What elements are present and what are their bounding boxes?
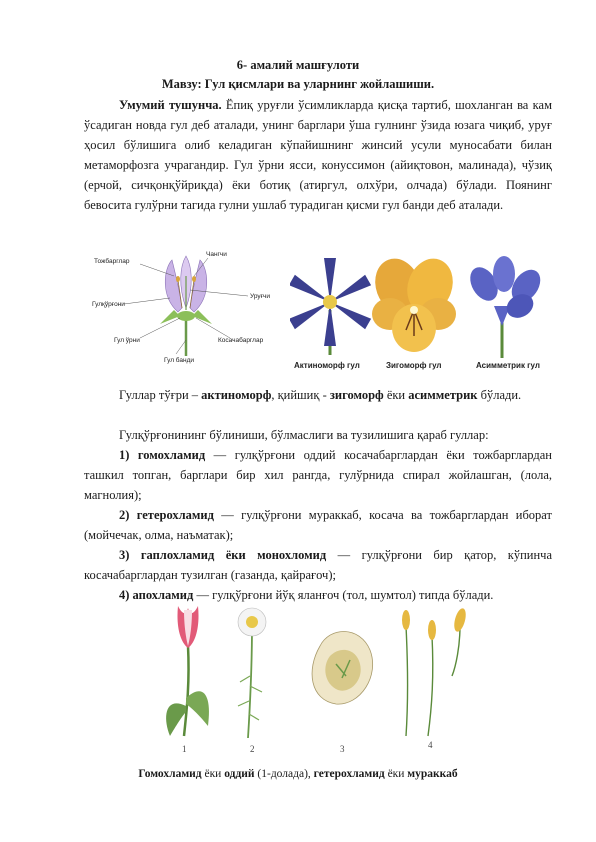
caption-actinomorph: Актиноморф гул — [294, 361, 360, 370]
intro-paragraph — [84, 95, 552, 215]
practice-number-title: 6- амалий машғулоти — [236, 58, 360, 72]
tulip-illustration — [166, 606, 209, 736]
type-text-4: — гулқўрғони йўқ яланғоч (тол, шумтол) типда бўлади. — [193, 588, 494, 602]
caption-zygomorph: Зигоморф гул — [386, 361, 442, 370]
figure-number-1: 1 — [182, 744, 187, 754]
figure-number-3: 3 — [340, 744, 345, 754]
type-term-2: 2) гетерохламид — [119, 508, 214, 522]
type-text-2: — гулқўрғони мураккаб, косача ва тожбарглардан иборат (мойчечак, олма, наъматак); — [84, 508, 552, 542]
type-item-3 — [84, 545, 552, 585]
caption-text-2: (1-долада), — [254, 768, 314, 780]
chamomile-illustration — [238, 608, 266, 738]
flower-drawing — [160, 256, 212, 356]
caption-term-1: Гомохламид — [138, 768, 202, 780]
type-term-4: 4) апохламид — [119, 588, 194, 602]
label-changchi: Чангчи — [206, 251, 227, 258]
zygomorph-flower — [368, 252, 460, 352]
caption-term-2: оддий — [224, 768, 255, 780]
asymmetric-flower — [465, 256, 547, 358]
label-urugchi: Уруғчи — [250, 293, 271, 300]
type-text-3: — гулқўрғони бир қатор, кўпинча косачабарглардан тузилган (газанда, қайрағоч); — [84, 548, 553, 582]
caption-term-4: мураккаб — [407, 768, 458, 780]
catkin-illustration — [402, 607, 468, 736]
flower-detail-illustration — [312, 631, 373, 704]
caption-text-3: ёки — [384, 768, 408, 780]
term-asymmetric: асимметрик — [408, 388, 478, 402]
figure-number-4: 4 — [428, 740, 433, 750]
symmetry-text-1: Гуллар тўғри – — [119, 388, 202, 402]
perianth-intro: Гулқўрғонининг бўлиниши, бўлмаслиги ва тузилишига қараб гуллар: — [119, 428, 489, 442]
label-kosachabarglar: Косачабарглар — [218, 337, 264, 344]
perianth-types-figure — [160, 586, 480, 756]
symmetry-text-4: бўлади. — [477, 388, 522, 402]
term-zygomorph: зигоморф — [329, 388, 384, 402]
topic-title: Мавзу: Гул қисмлари ва уларнинг жойлашиши. — [161, 77, 435, 91]
actinomorph-flower — [290, 258, 371, 355]
symmetry-text-2: , қийшиқ - — [271, 388, 330, 402]
caption-text-1: ёки — [201, 768, 225, 780]
caption-asymmetric: Асимметрик гул — [476, 361, 540, 370]
label-gulkurgoni: Гулқўрғони — [92, 301, 125, 308]
flower-structure-diagram — [90, 246, 280, 364]
intro-text: Ёпиқ уруғли ўсимликларда қисқа тартиб, шохланган ва кам ўсадиган новда гул деб аталади, унинг барглари ўша гулнинг ўзида юзага чиқиб, уруғ ҳосил бўлишига олиб келадиган кўпайишнинг жинсий усули муносабати билан метаморфозга учрагандир. Гул ўрни ясси, конуссимон (айиқтовон, малинада), чўзиқ (ерчой, сичқонқўйриқда) ёки ботиқ (атиргул, олхўри, олчада) бўлади. Поянинг бевосита гулўрни тагида гулни ушлаб турадиган қисми гул банди деб аталади. — [84, 98, 552, 212]
type-text-1: — гулқўрғони оддий косачабарглардан ёки тожбарглардан ташкил топган, барглари бир хил рангда, гулўрнида спирал жойлашган, (лола, магнолия); — [84, 448, 552, 502]
type-term-3: 3) гаплохламид ёки монохломид — [119, 548, 327, 562]
flower-symmetry-figure — [290, 250, 552, 370]
term-actinomorph: актиноморф — [201, 388, 272, 402]
figure-number-2: 2 — [250, 744, 255, 754]
label-tozhbarglar: Тожбарглар — [94, 258, 130, 265]
type-term-1: 1) гомохламид — [119, 448, 206, 462]
type-item-2 — [84, 505, 552, 545]
figure-caption — [0, 768, 596, 780]
label-gul-bandi: Гул банди — [164, 357, 194, 364]
label-gul-urni: Гул ўрни — [114, 337, 140, 344]
caption-term-3: гетерохламид — [313, 768, 385, 780]
intro-lead: Умумий тушунча. — [119, 98, 222, 112]
symmetry-text-3: ёки — [383, 388, 409, 402]
type-item-1 — [84, 445, 552, 505]
symmetry-paragraph — [84, 385, 552, 405]
